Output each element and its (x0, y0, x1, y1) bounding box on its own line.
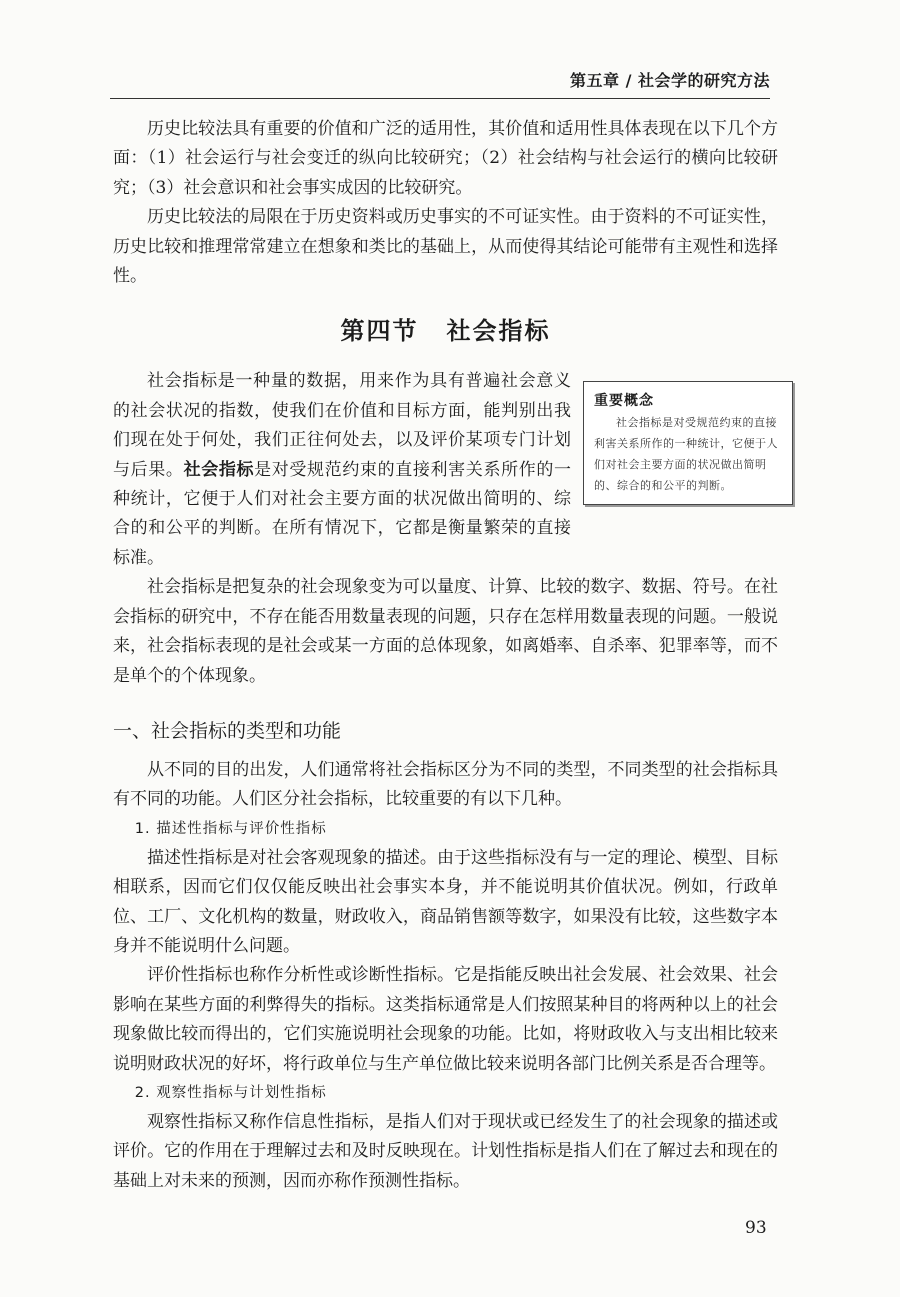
key-concept-title: 重要概念 (594, 393, 654, 410)
intro-text-2: 是对受规范约束的直接利害关系所作的一种统计，它便于人们对社会主要方面的状况做出简明的、综合的和公平的判断。在所有情况下，它都是衡量繁荣的直接标准。 (113, 459, 572, 568)
page-number: 93 (745, 1218, 767, 1238)
body-paragraph: 历史比较法的局限在于历史资料或历史事实的不可证实性。由于资料的不可证实性，历史比较和推理常常建立在想象和类比的基础上，从而使得其结论可能带有主观性和选择性。 (113, 207, 778, 287)
body-paragraph: 社会指标是把复杂的社会现象变为可以量度、计算、比较的数字、数据、符号。在社会指标的研究中，不存在能否用数量表现的问题，只存在怎样用数量表现的问题。一般说来，社会指标表现的是社会或某一方面的总体现象，如离婚率、自杀率、犯罪率等，而不是单个的个体现象。 (113, 577, 778, 686)
page-body (113, 115, 778, 1196)
intro-text-1: 社会指标是一种量的数据，用来作为具有普遍社会意义的社会状况的指数，使我们在价值和目标方面，能判别出我们现在处于何处，我们正往何处去，以及评价某项专门计划与后果。 (113, 371, 571, 480)
running-header (110, 64, 770, 99)
item-heading: 1. 描述性指标与评价性指标 (134, 820, 327, 837)
section-number: 第四节 (340, 317, 419, 346)
item-heading: 2. 观察性指标与计划性指标 (134, 1084, 327, 1101)
section-heading (113, 313, 778, 349)
key-concept-body: 社会指标是对受规范约束的直接利害关系所作的一种统计，它便于人们对社会主要方面的状况做出简明的、综合的和公平的判断。 (594, 416, 778, 493)
body-paragraph: 描述性指标是对社会客观现象的描述。由于这些指标没有与一定的理论、模型、目标相联系，因而它们仅仅能反映出社会事实本身，并不能说明其价值状况。例如，行政单位、工厂、文化机构的数量，财政收入，商品销售额等数字，如果没有比较，这些数字本身并不能说明什么问题。 (113, 847, 778, 956)
body-paragraph: 历史比较法具有重要的价值和广泛的适用性，其价值和适用性具体表现在以下几个方面：（1）社会运行与社会变迁的纵向比较研究；（2）社会结构与社会运行的横向比较研究；（3）社会意识和社会事实成因的比较研究。 (113, 119, 778, 198)
section-title: 社会指标 (446, 317, 551, 346)
key-concept-box (583, 381, 793, 505)
key-term: 社会指标 (183, 459, 255, 480)
intro-block (113, 367, 778, 573)
subsection-heading: 一、社会指标的类型和功能 (113, 719, 342, 742)
body-paragraph: 观察性指标又称作信息性指标，是指人们对于现状或已经发生了的社会现象的描述或评价。它的作用在于理解过去和及时反映现在。计划性指标是指人们在了解过去和现在的基础上对未来的预测，因而亦称作预测性指标。 (113, 1111, 778, 1191)
intro-paragraph (113, 367, 571, 573)
chapter-title: 第五章 / 社会学的研究方法 (570, 71, 770, 90)
body-paragraph: 从不同的目的出发，人们通常将社会指标区分为不同的类型，不同类型的社会指标具有不同的功能。人们区分社会指标，比较重要的有以下几种。 (113, 759, 778, 810)
body-paragraph: 评价性指标也称作分析性或诊断性指标。它是指能反映出社会发展、社会效果、社会影响在某些方面的利弊得失的指标。这类指标通常是人们按照某种目的将两种以上的社会现象做比较而得出的，它们实施说明社会现象的功能。比如，将财政收入与支出相比较来说明财政状况的好坏，将行政单位与生产单位做比较来说明各部门比例关系是否合理等。 (113, 965, 778, 1074)
